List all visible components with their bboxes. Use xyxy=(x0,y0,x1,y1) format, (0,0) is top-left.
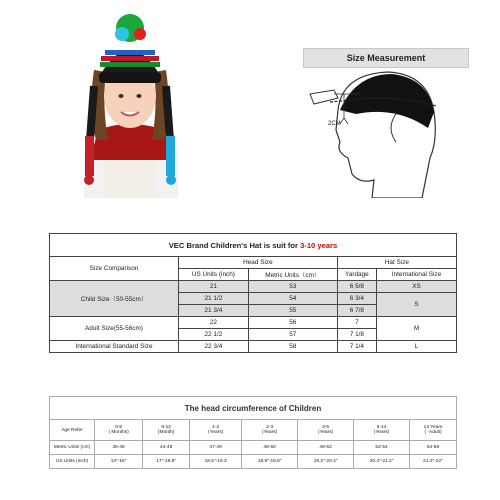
metric-cell: 47-49 xyxy=(190,441,242,455)
us-cell: 21 3/4 xyxy=(179,305,249,317)
intl-cell: L xyxy=(376,341,456,353)
us-cell: 22 xyxy=(179,317,249,329)
brand-table-caption: VEC Brand Children's Hat is suit for 3-10 years xyxy=(50,234,457,257)
us-units-header: US Units (inch) xyxy=(179,269,249,281)
us-cell: 17"-18.8" xyxy=(143,455,190,469)
us-cell: 19.2"-20.4" xyxy=(298,455,354,469)
intl-cell: S xyxy=(376,293,456,317)
yardage-cell: 6 3/4 xyxy=(337,293,376,305)
metric-cell: 52-54 xyxy=(354,441,410,455)
metric-row xyxy=(50,441,457,455)
metric-cell: 55 xyxy=(248,305,337,317)
us-cell: 21 1/2 xyxy=(179,293,249,305)
us-cell: 20.4"-21.2" xyxy=(354,455,410,469)
metric-cell: 36-46 xyxy=(95,441,143,455)
us-cell: 22 1/2 xyxy=(179,329,249,341)
brand-size-table xyxy=(49,233,457,353)
size-measurement-title: Size Measurement xyxy=(303,48,469,68)
age-cell: 2-3 (Years) xyxy=(242,420,298,441)
adult-size-label: Adult Size(55-56cm) xyxy=(50,317,179,341)
us-cell: 14"-18" xyxy=(95,455,143,469)
table-row xyxy=(50,281,457,293)
age-row xyxy=(50,420,457,441)
metric-units-label: Metric Units (cm) xyxy=(50,441,95,455)
age-cell: 5-14 (Years) xyxy=(354,420,410,441)
yardage-cell: 7 xyxy=(337,317,376,329)
us-cell: 22 3/4 xyxy=(179,341,249,353)
age-cell: 1-2 (Years) xyxy=(190,420,242,441)
metric-cell: 48-50 xyxy=(242,441,298,455)
metric-cell: 53 xyxy=(248,281,337,293)
intl-cell: M xyxy=(376,317,456,341)
us-cell: 21 xyxy=(179,281,249,293)
metric-cell: 54-56 xyxy=(410,441,457,455)
age-cell: 14 Years ( -Adult) xyxy=(410,420,457,441)
metric-cell: 54 xyxy=(248,293,337,305)
metric-cell: 49-52 xyxy=(298,441,354,455)
age-cell: 0-6 ( Months) xyxy=(95,420,143,441)
metric-cell: 58 xyxy=(248,341,337,353)
us-cell: 18.5"-19.3 xyxy=(190,455,242,469)
child-hat-photo xyxy=(80,10,180,198)
size-comparison-header: Size Comparison xyxy=(50,257,179,281)
yardage-cell: 6 7/8 xyxy=(337,305,376,317)
metric-units-header: Metric Units（cm） xyxy=(248,269,337,281)
head-size-header: Head Size xyxy=(179,257,338,269)
us-cell: 21.2"-22" xyxy=(410,455,457,469)
offset-label: 2CM xyxy=(328,121,341,127)
child-size-label: Child Size（50-55cm） xyxy=(50,281,179,317)
hat-size-header: Hat Size xyxy=(337,257,456,269)
metric-cell: 44-48 xyxy=(143,441,190,455)
yardage-cell: 6 5/8 xyxy=(337,281,376,293)
table-row xyxy=(50,317,457,329)
table-row xyxy=(50,341,457,353)
intl-cell: XS xyxy=(376,281,456,293)
metric-cell: 57 xyxy=(248,329,337,341)
age-refer-label: Age Refer xyxy=(50,420,95,441)
intl-size-header: International Size xyxy=(376,269,456,281)
us-cell: 18.9"-19.6" xyxy=(242,455,298,469)
yardage-cell: 7 1/4 xyxy=(337,341,376,353)
age-cell: 6-12 (Month) xyxy=(143,420,190,441)
us-units-label: US Units (inch) xyxy=(50,455,95,469)
circumference-table-caption: The head circumference of Children xyxy=(50,397,457,420)
head-circumference-table xyxy=(49,396,457,469)
yardage-cell: 7 1/8 xyxy=(337,329,376,341)
head-measurement-diagram xyxy=(300,68,450,198)
us-row xyxy=(50,455,457,469)
metric-cell: 56 xyxy=(248,317,337,329)
yardage-header: Yardage xyxy=(337,269,376,281)
age-cell: 3-5 (Years) xyxy=(298,420,354,441)
intl-standard-label: International Standard Size xyxy=(50,341,179,353)
